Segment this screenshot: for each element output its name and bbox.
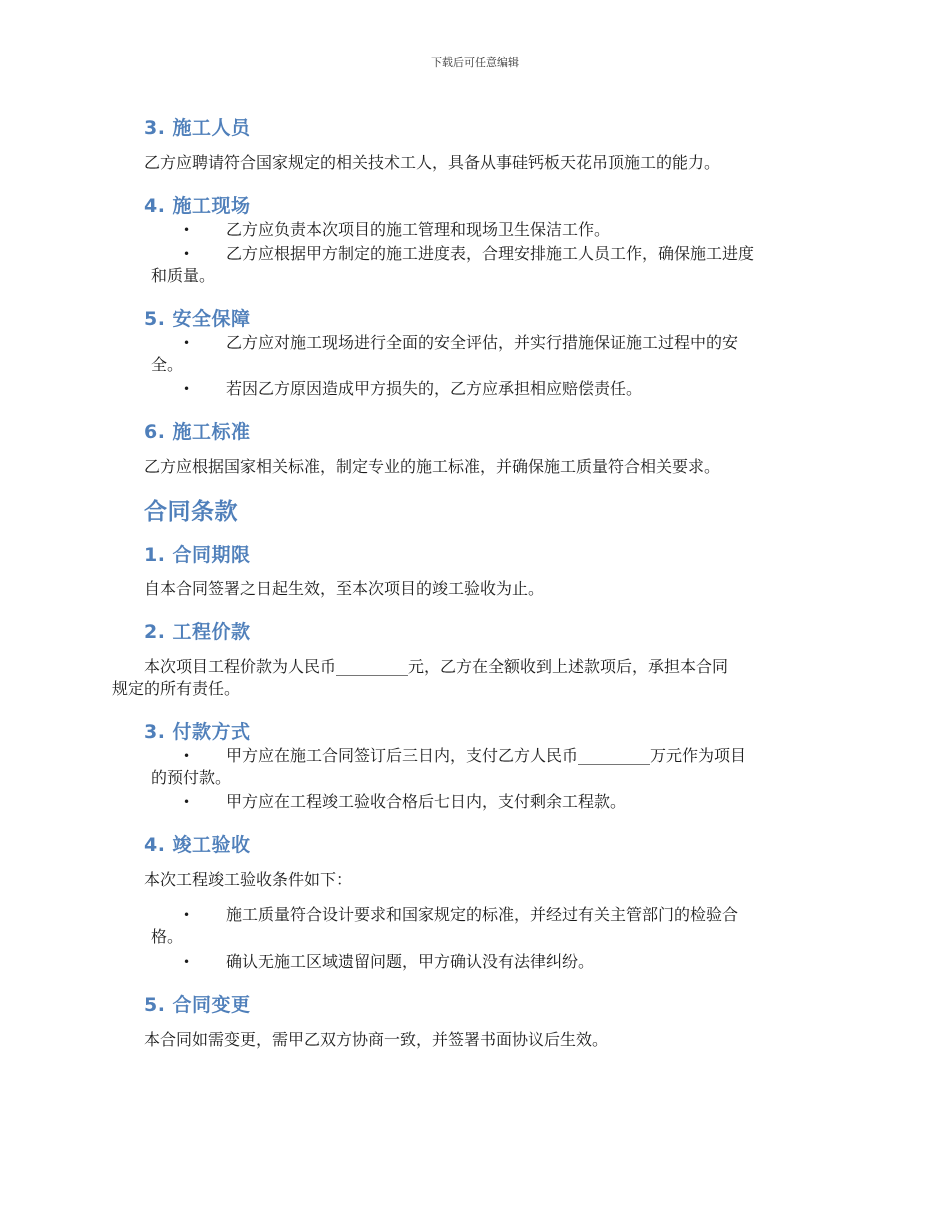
list-item: 乙方应负责本次项目的施工管理和现场卫生保洁工作。 (226, 220, 611, 239)
list-item: 甲方应在施工合同签订后三日内，支付乙方人民币_________万元作为项目 (226, 746, 747, 765)
list-item-continuation: 格。 (151, 927, 184, 946)
bullet-icon: • (183, 223, 191, 237)
bullet-icon: • (183, 247, 191, 261)
section-heading-site: 4. 施工现场 (144, 195, 251, 217)
paragraph-personnel: 乙方应聘请符合国家规定的相关技术工人，具备从事硅钙板天花吊顶施工的能力。 (144, 153, 721, 172)
list-item: 乙方应根据甲方制定的施工进度表，合理安排施工人员工作，确保施工进度 (226, 244, 755, 263)
bullet-icon: • (183, 336, 191, 350)
paragraph-price-line1: 本次项目工程价款为人民币_________元，乙方在全额收到上述款项后，承担本合同 (144, 657, 729, 676)
paragraph-amendment: 本合同如需变更，需甲乙双方协商一致，并签署书面协议后生效。 (144, 1030, 609, 1049)
bullet-icon: • (183, 795, 191, 809)
list-item-continuation: 和质量。 (151, 266, 216, 285)
list-item: 若因乙方原因造成甲方损失的，乙方应承担相应赔偿责任。 (226, 379, 643, 398)
bullet-icon: • (183, 749, 191, 763)
list-item: 甲方应在工程竣工验收合格后七日内，支付剩余工程款。 (226, 792, 627, 811)
paragraph-term: 自本合同签署之日起生效，至本次项目的竣工验收为止。 (144, 579, 545, 598)
section-heading-acceptance: 4. 竣工验收 (144, 834, 251, 856)
section-heading-personnel: 3. 施工人员 (144, 117, 251, 139)
section-title-contract-terms: 合同条款 (144, 499, 238, 525)
section-heading-payment: 3. 付款方式 (144, 721, 251, 743)
list-item: 施工质量符合设计要求和国家规定的标准，并经过有关主管部门的检验合 (226, 905, 739, 924)
list-item: 乙方应对施工现场进行全面的安全评估，并实行措施保证施工过程中的安 (226, 333, 739, 352)
page-header: 下载后可任意编辑 (431, 56, 519, 69)
section-heading-standards: 6. 施工标准 (144, 421, 251, 443)
section-heading-amendment: 5. 合同变更 (144, 994, 251, 1016)
list-item-continuation: 全。 (151, 355, 184, 374)
paragraph-price-line2: 规定的所有责任。 (112, 679, 241, 698)
paragraph-acceptance-intro: 本次工程竣工验收条件如下： (144, 870, 353, 889)
bullet-icon: • (183, 382, 191, 396)
list-item: 确认无施工区域遗留问题，甲方确认没有法律纠纷。 (226, 952, 595, 971)
list-item-continuation: 的预付款。 (151, 768, 232, 787)
paragraph-standards: 乙方应根据国家相关标准，制定专业的施工标准，并确保施工质量符合相关要求。 (144, 457, 721, 476)
bullet-icon: • (183, 908, 191, 922)
section-heading-safety: 5. 安全保障 (144, 308, 251, 330)
bullet-icon: • (183, 955, 191, 969)
section-heading-term: 1. 合同期限 (144, 544, 251, 566)
section-heading-price: 2. 工程价款 (144, 621, 251, 643)
